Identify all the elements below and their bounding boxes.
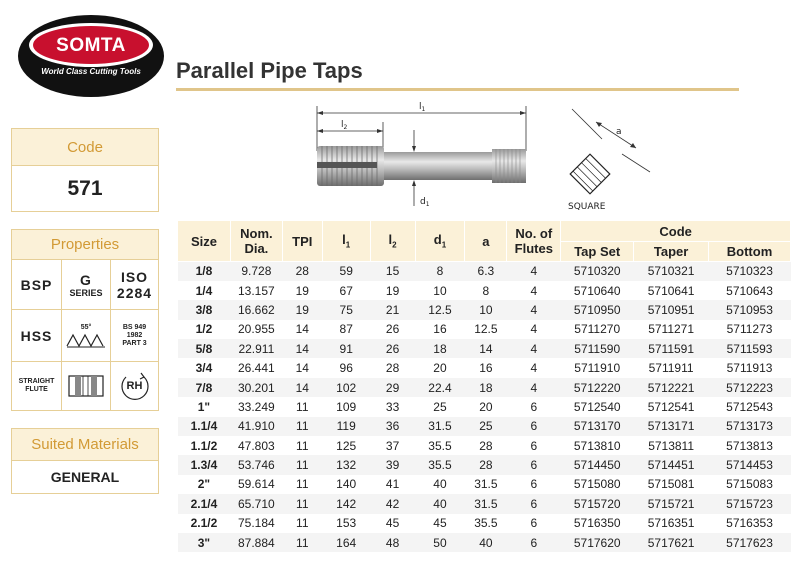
specification-table (177, 220, 791, 552)
header-code: Code (561, 221, 791, 242)
table-row: 2" 59.614 11 140 41 40 31.5 6 5715080 5715081 5715083 (178, 475, 791, 494)
square-label: SQUARE (568, 202, 606, 212)
hss-cell (12, 310, 62, 362)
suited-materials-panel (11, 428, 159, 494)
flute-text: FLUTE (25, 386, 48, 393)
rh-text: RH (126, 380, 143, 392)
somta-logo (16, 14, 166, 98)
code-panel (11, 128, 159, 212)
header-l2: $l_2$ (370, 221, 415, 262)
table-row: 1.3/4 53.746 11 132 39 35.5 28 6 5714450 5714451 5714453 (178, 455, 791, 474)
l2-label: $l_2$ (341, 120, 348, 131)
table-row: 3/8 16.662 19 75 21 12.5 10 4 5710950 5710951 5710953 (178, 300, 791, 319)
table-row: 3/4 26.441 14 96 28 20 16 4 5711910 5711911 5711913 (178, 358, 791, 377)
properties-label: Properties (12, 230, 158, 260)
table-row: 1/2 20.955 14 87 26 16 12.5 4 5711270 5711271 5711273 (178, 320, 791, 339)
series-text: SERIES (69, 287, 103, 298)
header-size: Size (178, 221, 231, 262)
tap-shank (384, 152, 492, 180)
straight-flute-icon (67, 372, 105, 400)
d1-label: $d_1$ (420, 197, 430, 208)
header-nom-dia: Nom. Dia. (230, 221, 282, 262)
bsp-cell (12, 260, 62, 310)
code-label: Code (12, 129, 158, 166)
bs-line-1: BS 949 (122, 323, 147, 331)
table-row: 1/4 13.157 19 67 19 10 8 4 5710640 5710641 5710643 (178, 281, 791, 300)
bs-line-2: 1982 (126, 331, 143, 339)
title-underline (176, 88, 739, 91)
header-flutes: No. of Flutes (507, 221, 561, 262)
table-row: 1.1/4 41.910 11 119 36 31.5 25 6 5713170 5713171 5713173 (178, 417, 791, 436)
hss-text: HSS (20, 327, 53, 344)
bs-standard-cell (111, 310, 158, 362)
l1-arrow-left (317, 111, 323, 115)
straight-text: STRAIGHT (18, 378, 55, 385)
l2-arrow-right (377, 129, 383, 133)
header-bottom: Bottom (709, 242, 791, 262)
rh-cell (111, 362, 158, 410)
bsp-text: BSP (20, 276, 53, 293)
g-text: G (80, 271, 92, 288)
table-row: 3" 87.884 11 164 48 50 40 6 5717620 5717621 5717623 (178, 533, 791, 552)
bs-line-3: PART 3 (122, 339, 147, 347)
header-tap-set: Tap Set (561, 242, 634, 262)
l1-arrow-right (520, 111, 526, 115)
table-row: 2.1/4 65.710 11 142 42 40 31.5 6 5715720 5715721 5715723 (178, 494, 791, 513)
code-value: 571 (67, 177, 103, 200)
suited-materials-label: Suited Materials (12, 429, 158, 461)
tap-diagram (300, 96, 660, 216)
iso-cell (111, 260, 158, 310)
a-label: a (616, 127, 622, 137)
flute-icon-cell (62, 362, 111, 410)
logo-brand: SOMTA (56, 35, 126, 56)
tap-square-drive (492, 149, 526, 183)
properties-panel (11, 229, 159, 411)
angle-text: 55° (80, 323, 92, 331)
thread-angle-cell (62, 310, 111, 362)
straight-flute-cell (12, 362, 62, 410)
header-l1: $l_1$ (322, 221, 370, 262)
table-row: 1/8 9.728 28 59 15 8 6.3 4 5710320 5710321 5710323 (178, 262, 791, 281)
g-series-cell (62, 260, 111, 310)
a-dimension-line-2 (622, 154, 650, 172)
thread-profile-icon (66, 332, 106, 348)
page-title: Parallel Pipe Taps (176, 58, 363, 83)
header-taper: Taper (634, 242, 709, 262)
header-tpi: TPI (282, 221, 322, 262)
table-row: 1" 33.249 11 109 33 25 20 6 5712540 5712541 5712543 (178, 397, 791, 416)
logo-tagline: World Class Cutting Tools (41, 67, 141, 76)
header-d1: $d_1$ (415, 221, 465, 262)
table-row: 7/8 30.201 14 102 29 22.4 18 4 5712220 5712221 5712223 (178, 378, 791, 397)
iso-text: ISO (120, 268, 149, 285)
square-section (570, 154, 610, 194)
suited-materials-value: GENERAL (50, 469, 120, 485)
l1-label: $l_1$ (419, 102, 426, 113)
tap-flute (317, 162, 377, 168)
header-a: a (465, 221, 507, 262)
table-row: 2.1/2 75.184 11 153 45 45 35.5 6 5716350 5716351 5716353 (178, 514, 791, 533)
iso-number: 2284 (116, 284, 153, 301)
l2-arrow-left (317, 129, 323, 133)
properties-grid (12, 260, 158, 410)
table-row: 1.1/2 47.803 11 125 37 35.5 28 6 5713810 5713811 5713813 (178, 436, 791, 455)
table-body (178, 262, 791, 553)
table-row: 5/8 22.911 14 91 26 18 14 4 5711590 5711591 5711593 (178, 339, 791, 358)
